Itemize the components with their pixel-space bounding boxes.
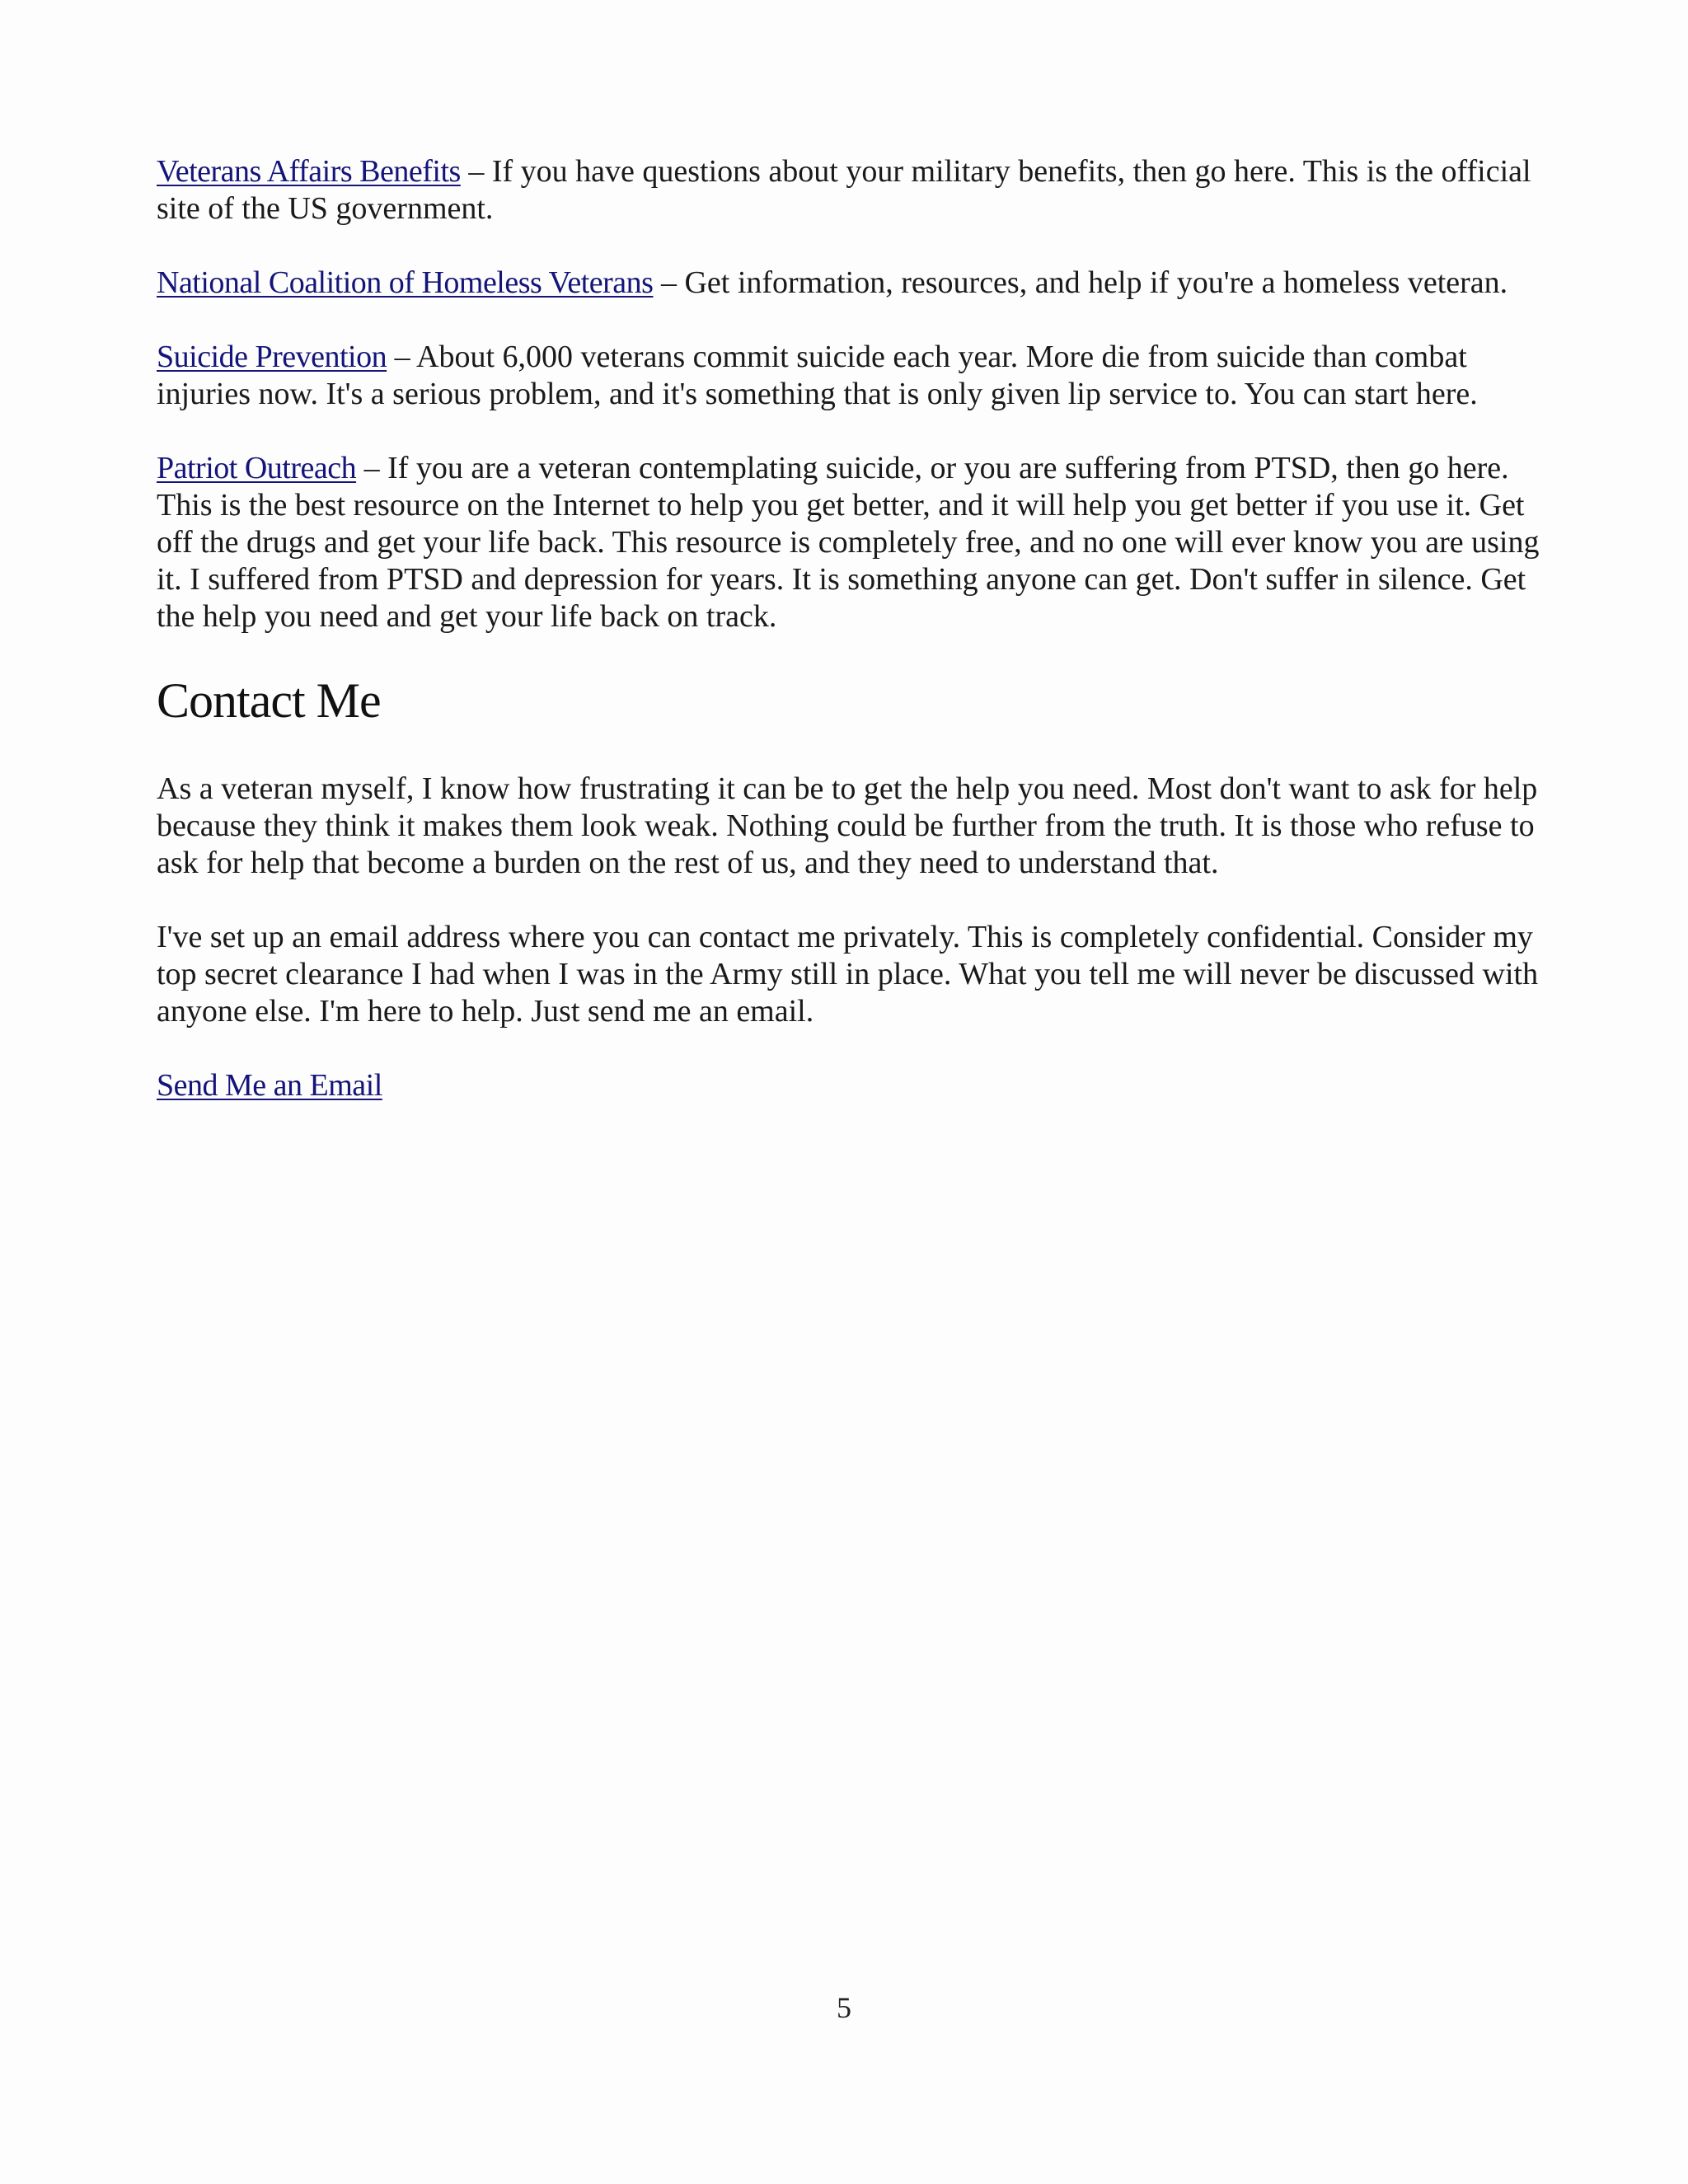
resource-description: – About 6,000 veterans commit suicide each year. More die from suicide than combat injuries now. It's a serious problem, and it's something that is only given lip service to. You can start here. — [157, 340, 1478, 411]
resource-description: – If you have questions about your military benefits, then go here. This is the official site of the US government. — [157, 154, 1531, 226]
send-email-link[interactable]: Send Me an Email — [157, 1068, 382, 1103]
page-number: 5 — [837, 1991, 851, 2024]
resource-patriot-outreach — [157, 450, 1541, 635]
veterans-affairs-benefits-link[interactable]: Veterans Affairs Benefits — [157, 154, 461, 189]
page-content — [157, 153, 1541, 1104]
contact-paragraph-1: As a veteran myself, I know how frustrating it can be to get the help you need. Most don't want to ask for help because they think it makes them look weak. Nothing could be further from the truth. It is those who refuse to ask for help that become a burden on the rest of us, and they need to understand that. — [157, 771, 1538, 880]
resource-homeless-veterans — [157, 265, 1541, 302]
contact-heading: Contact Me — [157, 673, 381, 728]
resource-veterans-affairs — [157, 153, 1541, 227]
resource-description: – If you are a veteran contemplating suicide, or you are suffering from PTSD, then go here. This is the best resource on the Internet to help you get better, and it will help you get better if you use it. Get off the drugs and get your life back. This resource is completely free, and no one will ever know you are using it. I suffered from PTSD and depression for years. It is something anyone can get. Don't suffer in silence. Get the help you need and get your life back on track. — [157, 451, 1540, 634]
email-link-row — [157, 1067, 1541, 1104]
contact-paragraph-2: I've set up an email address where you can contact me privately. This is completely confidential. Consider my top secret clearance I had when I was in the Army still in place. What you tell me will never be discussed with anyone else. I'm here to help. Just send me an email. — [157, 920, 1539, 1029]
resource-description: – Get information, resources, and help if you're a homeless veteran. — [653, 265, 1508, 300]
suicide-prevention-link[interactable]: Suicide Prevention — [157, 340, 387, 374]
patriot-outreach-link[interactable]: Patriot Outreach — [157, 451, 357, 485]
homeless-veterans-link[interactable]: National Coalition of Homeless Veterans — [157, 265, 654, 300]
resource-suicide-prevention — [157, 339, 1541, 413]
